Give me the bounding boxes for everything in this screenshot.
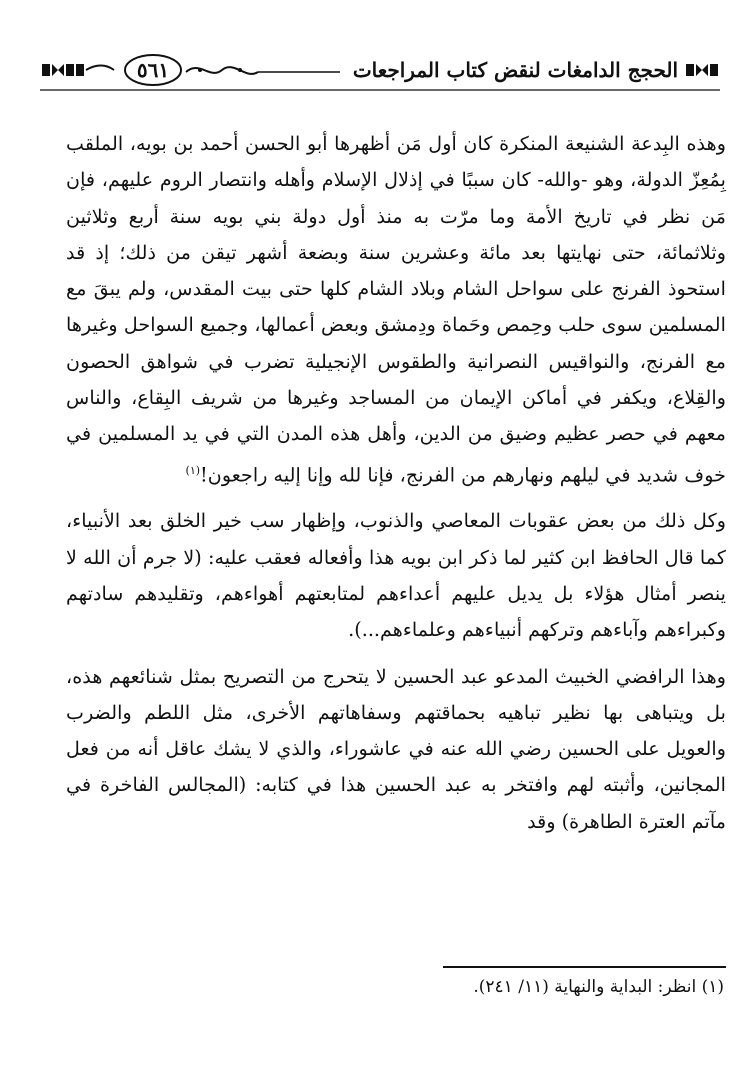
footnote: (١) انظر: البداية والنهاية (١١/ ٢٤١). — [473, 977, 724, 997]
paragraph: وهذا الرافضي الخبيث المدعو عبد الحسين لا يتحرج من التصريح بمثل شنائعهم هذه، بل ويتباهى بها نظير تباهيه بحماقتهم وسفاهاتهم الأخرى، مثل اللطم والضرب والعويل على الحسين رضي الله عنه في عاشوراء، والذي لا يشك عاقل أنه من فعل المجانين، وأثبته لهم وافتخر به عبد الحسين هذا في كتابه: (المجالس الفاخرة في مآتم العترة الطاهرة) وقد — [66, 664, 726, 833]
right-ornament-icon — [686, 64, 718, 76]
swirl-ornament-icon — [186, 67, 340, 74]
footnote-ref: (١) — [185, 463, 201, 477]
page-header — [40, 50, 720, 94]
paragraph — [66, 126, 726, 493]
book-title: الحجج الدامغات لنقض كتاب المراجعات — [352, 58, 678, 82]
body-text — [66, 126, 726, 850]
footnote-separator — [443, 966, 726, 968]
left-ornament-icon — [42, 64, 114, 76]
page-number: ٥٦١ — [136, 58, 170, 82]
paragraph: وكل ذلك من بعض عقوبات المعاصي والذنوب، وإظهار سب خير الخلق بعد الأنبياء، كما قال الحافظ ابن كثير لما ذكر ابن بويه هذا وأفعاله فعقب عليه: (لا جرم أن الله لا ينصر أمثال هؤلاء بل يديل عليهم أعداءهم لمتابعتهم أهواءهم، وتقليدهم سادتهم وكبراءهم وآباءهم وتركهم أنبياءهم وعلماءهم...). — [66, 509, 726, 642]
paragraph-text: وهذه البِدعة الشنيعة المنكرة كان أول مَن أظهرها أبو الحسن أحمد بن بويه، الملقب بِمُعِزّ الدولة، وهو -والله- كان سببًا في إذلال الإسلام وأهله وانتصار الروم عليهم، فإن مَن نظر في تاريخ الأمة وما مرّت به منذ أول دولة بني بويه سنة أربع وثلاثين وثلاثمائة، حتى نهايتها بعد مائة وعشرين سنة وبضعة أشهر تيقن من ذلك؛ إذ قد استحوذ الفرنج على سواحل الشام وبلاد الشام كلها حتى بيت المقدس، ولم يبقَ مع المسلمين سوى حلب وحِمص وحَماة ودِمشق وبعض أعمالها، وجميع السواحل وغيرها مع الفرنج، والنواقيس النصرانية والطقوس الإنجيلية تضرب في شواهق الحصون والقِلاع، ويكفر في أماكن الإيمان من المساجد وغيرها من شريف البِقاع، والناس معهم في حصر عظيم وضيق من الدين، وأهل هذه المدن التي في يد المسلمين في خوف شديد في ليلهم ونهارهم من الفرنج، فإنا لله وإنا إليه راجعون! — [66, 132, 726, 487]
